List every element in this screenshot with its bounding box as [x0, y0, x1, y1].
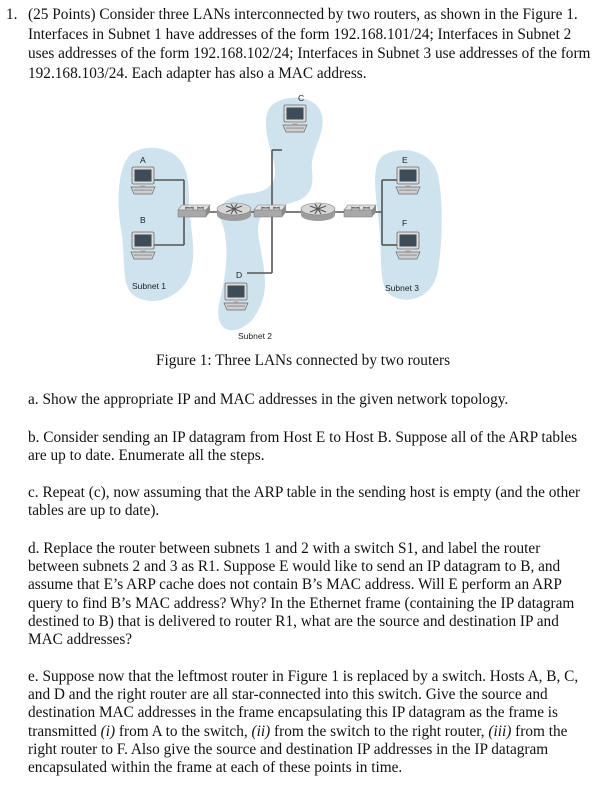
part-e-marker-iii: (iii)	[488, 722, 512, 740]
host-b-label: B	[140, 215, 146, 225]
host-c-computer	[283, 105, 307, 132]
subnet-1-label: Subnet 1	[132, 281, 167, 291]
part-d: d. Replace the router between subnets 1 and 2 with a switch S1, and label the router between subnets 2 and 3 as R1. Suppose E would like to send an IP datagram to B, and assume that E’s ARP cache does not contain B’s MAC address. Will E perform an ARP query to find B’s MAC address? Why? In the Ethernet frame (containing the IP datagram destined to B) that is delivered to router R1, what are the source and destination IP and MAC addresses?	[28, 540, 575, 649]
part-e-text-1: e. Suppose now that the leftmost router in Figure 1 is replaced by a switch. Hosts A, B, C, and D and the right router are all star-connected into this switch. Give the source and destination MAC addresses in the frame encapsulating this IP datagram as the frame is transmitted	[28, 668, 579, 740]
subnet-1-region	[119, 148, 194, 301]
host-d-label: D	[236, 270, 243, 280]
host-f-label: F	[402, 218, 408, 228]
subnet-2-label: Subnet 2	[238, 331, 273, 341]
network-figure	[112, 95, 452, 347]
part-e-text-3: from the switch to the right router,	[270, 722, 489, 740]
switch-subnet-2	[254, 205, 286, 217]
question-1	[6, 5, 596, 83]
part-c: c. Repeat (c), now assuming that the ARP table in the sending host is empty (and the other tables are up to date).	[28, 484, 581, 520]
host-a-computer	[131, 167, 155, 194]
part-a: a. Show the appropriate IP and MAC addresses in the given network topology.	[28, 391, 509, 408]
router-right	[301, 203, 335, 221]
question-number: 1.	[6, 6, 18, 23]
part-e-text-2: from A to the switch,	[115, 722, 252, 740]
figure-caption: Figure 1: Three LANs connected by two routers	[155, 352, 451, 369]
part-e-text-4: from the right router to F. Also give the source and destination IP addresses in the IP datagram encapsulated within the frame at each of these points in time.	[28, 722, 568, 777]
switch-subnet-1	[178, 205, 210, 217]
part-e	[28, 668, 588, 777]
host-c-label: C	[298, 95, 305, 103]
network-diagram	[112, 95, 452, 347]
question-text: (25 Points) Consider three LANs interconnected by two routers, as shown in the Figure 1. Interfaces in Subnet 1 have addresses of the form 192.168.101/24; Interfaces in Subnet 2 uses addresses of the form 192.168.102/24; Interfaces in Subnet 3 use addresses of the form 192.168.103/24. Each adapter has also a MAC address.	[28, 6, 591, 82]
host-f-computer	[396, 232, 420, 259]
host-e-computer	[396, 167, 420, 194]
part-e-marker-i: (i)	[100, 722, 116, 740]
part-b: b. Consider sending an IP datagram from Host E to Host B. Suppose all of the ARP tables are up to date. Enumerate all the steps.	[28, 429, 578, 465]
router-left	[217, 203, 251, 221]
part-e-marker-ii: (ii)	[251, 722, 271, 740]
host-d-computer	[224, 283, 248, 310]
host-a-label: A	[140, 155, 146, 165]
switch-subnet-3	[344, 205, 376, 217]
host-b-computer	[131, 232, 155, 259]
subnet-3-label: Subnet 3	[385, 283, 420, 293]
host-e-label: E	[402, 155, 408, 165]
